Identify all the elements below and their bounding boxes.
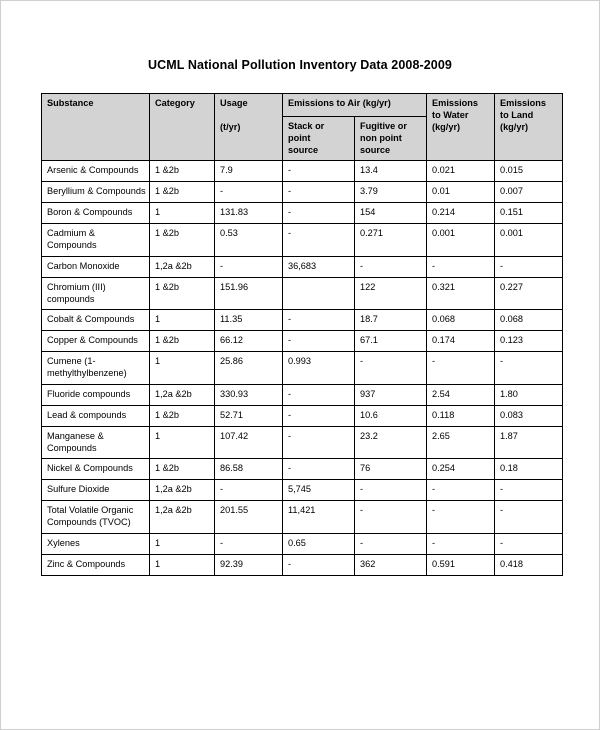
pollution-inventory-table <box>41 93 563 576</box>
cell-fugitive: 67.1 <box>355 331 427 352</box>
cell-water: 0.321 <box>427 277 495 310</box>
cell-category: 1 <box>150 310 215 331</box>
cell-water: 0.254 <box>427 459 495 480</box>
column-header-land-line2: to Land <box>500 109 534 120</box>
cell-category: 1 &2b <box>150 459 215 480</box>
cell-substance: Zinc & Compounds <box>42 554 150 575</box>
cell-land: 0.068 <box>495 310 563 331</box>
cell-stack: 36,683 <box>283 256 355 277</box>
cell-substance: Lead & compounds <box>42 405 150 426</box>
cell-water: 0.591 <box>427 554 495 575</box>
cell-category: 1 &2b <box>150 161 215 182</box>
cell-usage: 201.55 <box>215 501 283 534</box>
cell-land: 0.083 <box>495 405 563 426</box>
table-row <box>42 426 563 459</box>
table-row <box>42 256 563 277</box>
column-header-emissions-to-land <box>495 94 563 161</box>
cell-category: 1 <box>150 554 215 575</box>
cell-usage: 131.83 <box>215 203 283 224</box>
cell-fugitive: 937 <box>355 384 427 405</box>
cell-land: 0.418 <box>495 554 563 575</box>
cell-stack: - <box>283 310 355 331</box>
cell-fugitive: - <box>355 256 427 277</box>
cell-category: 1 &2b <box>150 331 215 352</box>
cell-land: 0.007 <box>495 182 563 203</box>
cell-water: 0.068 <box>427 310 495 331</box>
cell-category: 1 <box>150 426 215 459</box>
cell-substance: Beryllium & Compounds <box>42 182 150 203</box>
cell-land: - <box>495 256 563 277</box>
column-header-usage-unit: (t/yr) <box>220 121 241 132</box>
cell-stack: 0.65 <box>283 533 355 554</box>
cell-usage: - <box>215 182 283 203</box>
cell-water: 0.001 <box>427 224 495 257</box>
cell-substance: Sulfure Dioxide <box>42 480 150 501</box>
cell-usage: 151.96 <box>215 277 283 310</box>
cell-substance: Copper & Compounds <box>42 331 150 352</box>
cell-usage: 66.12 <box>215 331 283 352</box>
cell-stack: - <box>283 182 355 203</box>
column-header-category <box>150 94 215 161</box>
column-header-usage <box>215 94 283 161</box>
cell-category: 1 <box>150 203 215 224</box>
cell-stack: - <box>283 203 355 224</box>
cell-substance: Boron & Compounds <box>42 203 150 224</box>
table-row <box>42 203 563 224</box>
cell-stack: 5,745 <box>283 480 355 501</box>
column-header-stack-line1: Stack or <box>288 121 325 131</box>
column-header-stack-or-point-source <box>283 117 355 161</box>
table-body <box>42 161 563 576</box>
cell-substance: Fluoride compounds <box>42 384 150 405</box>
table-row <box>42 554 563 575</box>
table-row <box>42 459 563 480</box>
cell-fugitive: 10.6 <box>355 405 427 426</box>
cell-category: 1 <box>150 352 215 385</box>
cell-fugitive: - <box>355 480 427 501</box>
table-header <box>42 94 563 161</box>
cell-substance: Xylenes <box>42 533 150 554</box>
cell-water: 0.021 <box>427 161 495 182</box>
cell-usage: 330.93 <box>215 384 283 405</box>
cell-water: - <box>427 256 495 277</box>
cell-usage: 52.71 <box>215 405 283 426</box>
pollution-table-container <box>41 93 562 576</box>
page-title: UCML National Pollution Inventory Data 2008-2009 <box>148 58 452 72</box>
cell-usage: 7.9 <box>215 161 283 182</box>
cell-fugitive: 18.7 <box>355 310 427 331</box>
cell-usage: - <box>215 480 283 501</box>
cell-fugitive: 122 <box>355 277 427 310</box>
cell-stack: - <box>283 331 355 352</box>
table-row <box>42 224 563 257</box>
table-row <box>42 480 563 501</box>
cell-fugitive: 23.2 <box>355 426 427 459</box>
cell-category: 1 <box>150 533 215 554</box>
cell-water: 0.174 <box>427 331 495 352</box>
cell-usage: 11.35 <box>215 310 283 331</box>
cell-fugitive: - <box>355 501 427 534</box>
cell-land: 1.87 <box>495 426 563 459</box>
column-header-usage-label: Usage <box>220 98 248 108</box>
column-header-stack-line2: point <box>288 132 311 143</box>
cell-category: 1 &2b <box>150 224 215 257</box>
column-header-emissions-to-air: Emissions to Air (kg/yr) <box>283 94 427 117</box>
cell-substance: Manganese & Compounds <box>42 426 150 459</box>
cell-fugitive: 0.271 <box>355 224 427 257</box>
column-header-substance: Substance <box>42 94 150 161</box>
cell-category: 1,2a &2b <box>150 480 215 501</box>
cell-fugitive: - <box>355 533 427 554</box>
cell-land: 0.123 <box>495 331 563 352</box>
cell-stack: - <box>283 426 355 459</box>
cell-water: 0.214 <box>427 203 495 224</box>
cell-fugitive: 3.79 <box>355 182 427 203</box>
cell-stack: - <box>283 384 355 405</box>
column-header-emissions-to-water <box>427 94 495 161</box>
cell-substance: Total Volatile Organic Compounds (TVOC) <box>42 501 150 534</box>
column-header-fugitive-line2: non point <box>360 132 402 143</box>
table-row <box>42 182 563 203</box>
cell-substance: Cumene (1-methylthylbenzene) <box>42 352 150 385</box>
column-header-category-label: Category <box>155 98 195 108</box>
column-header-water-line3: (kg/yr) <box>432 121 461 132</box>
table-row <box>42 161 563 182</box>
cell-usage: 107.42 <box>215 426 283 459</box>
cell-stack <box>283 277 355 310</box>
cell-usage: - <box>215 533 283 554</box>
cell-usage: 0.53 <box>215 224 283 257</box>
cell-category: 1 &2b <box>150 182 215 203</box>
cell-land: 0.18 <box>495 459 563 480</box>
cell-category: 1,2a &2b <box>150 256 215 277</box>
column-header-water-line1: Emissions <box>432 98 478 108</box>
cell-stack: - <box>283 405 355 426</box>
cell-substance: Arsenic & Compounds <box>42 161 150 182</box>
column-header-stack-line3: source <box>288 144 319 155</box>
cell-substance: Cadmium & Compounds <box>42 224 150 257</box>
table-row <box>42 533 563 554</box>
cell-substance: Nickel & Compounds <box>42 459 150 480</box>
cell-water: 2.65 <box>427 426 495 459</box>
column-header-fugitive-line1: Fugitive or <box>360 121 407 131</box>
table-row <box>42 277 563 310</box>
cell-land: 1.80 <box>495 384 563 405</box>
cell-land: - <box>495 533 563 554</box>
cell-land: 0.001 <box>495 224 563 257</box>
cell-water: - <box>427 480 495 501</box>
table-row <box>42 384 563 405</box>
cell-land: - <box>495 501 563 534</box>
cell-water: - <box>427 533 495 554</box>
cell-land: 0.227 <box>495 277 563 310</box>
cell-land: 0.015 <box>495 161 563 182</box>
cell-water: 2.54 <box>427 384 495 405</box>
cell-stack: - <box>283 161 355 182</box>
cell-water: - <box>427 352 495 385</box>
cell-usage: - <box>215 256 283 277</box>
cell-fugitive: - <box>355 352 427 385</box>
cell-stack: 0.993 <box>283 352 355 385</box>
table-row <box>42 501 563 534</box>
cell-land: 0.151 <box>495 203 563 224</box>
cell-substance: Chromium (III) compounds <box>42 277 150 310</box>
table-row <box>42 352 563 385</box>
table-row <box>42 310 563 331</box>
cell-fugitive: 154 <box>355 203 427 224</box>
column-header-fugitive-line3: source <box>360 144 391 155</box>
cell-usage: 86.58 <box>215 459 283 480</box>
cell-category: 1,2a &2b <box>150 501 215 534</box>
table-row <box>42 405 563 426</box>
cell-category: 1,2a &2b <box>150 384 215 405</box>
cell-substance: Cobalt & Compounds <box>42 310 150 331</box>
cell-water: - <box>427 501 495 534</box>
table-row <box>42 331 563 352</box>
column-header-water-line2: to Water <box>432 109 469 120</box>
column-header-land-line1: Emissions <box>500 98 546 108</box>
column-header-land-line3: (kg/yr) <box>500 121 529 132</box>
cell-water: 0.118 <box>427 405 495 426</box>
table-header-row <box>42 94 563 117</box>
cell-usage: 25.86 <box>215 352 283 385</box>
cell-stack: - <box>283 554 355 575</box>
cell-category: 1 &2b <box>150 405 215 426</box>
column-header-fugitive-or-non-point-source <box>355 117 427 161</box>
cell-land: - <box>495 480 563 501</box>
cell-substance: Carbon Monoxide <box>42 256 150 277</box>
cell-fugitive: 362 <box>355 554 427 575</box>
cell-fugitive: 76 <box>355 459 427 480</box>
cell-category: 1 &2b <box>150 277 215 310</box>
cell-water: 0.01 <box>427 182 495 203</box>
cell-usage: 92.39 <box>215 554 283 575</box>
cell-stack: - <box>283 459 355 480</box>
cell-stack: - <box>283 224 355 257</box>
cell-land: - <box>495 352 563 385</box>
cell-fugitive: 13.4 <box>355 161 427 182</box>
cell-stack: 11,421 <box>283 501 355 534</box>
